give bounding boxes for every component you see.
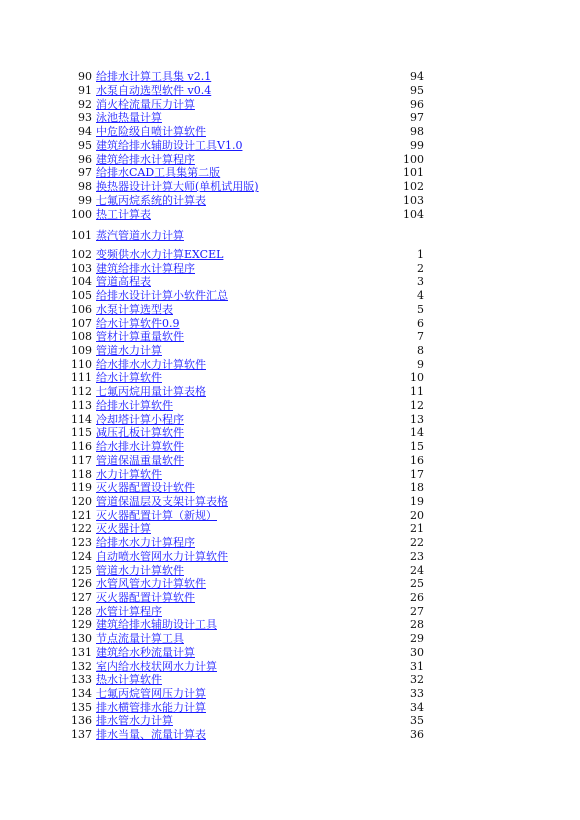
toc-page-number: 22 — [410, 536, 424, 550]
toc-entry-link[interactable]: 管道高程表 — [96, 275, 151, 289]
toc-entry-number: 120 — [71, 494, 92, 508]
toc-entry-link[interactable]: 灭火器配置计算（新规） — [96, 508, 217, 522]
toc-entry-number: 96 — [78, 152, 92, 166]
toc-page-number: 14 — [410, 426, 424, 440]
toc-row — [0, 509, 580, 523]
toc-entry-number: 106 — [71, 302, 92, 316]
toc-row — [0, 714, 580, 728]
toc-page-number: 13 — [410, 412, 424, 426]
toc-entry-link[interactable]: 管道保温层及支架计算表格 — [96, 494, 228, 508]
toc-page-number: 20 — [410, 508, 424, 522]
toc-entry-number: 132 — [71, 659, 92, 673]
toc-row — [0, 495, 580, 509]
toc-entry-link[interactable]: 给排水计算软件 — [96, 398, 173, 412]
toc-row — [0, 248, 580, 262]
toc-row — [0, 262, 580, 276]
toc-page-number: 95 — [410, 83, 424, 97]
toc-entry-link[interactable]: 七氟丙烷管网压力计算 — [96, 687, 206, 701]
toc-entry-number: 113 — [71, 398, 92, 412]
toc-row — [0, 303, 580, 317]
toc-page-number: 5 — [417, 302, 424, 316]
toc-row — [0, 330, 580, 344]
toc-row — [0, 426, 580, 440]
toc-page-number: 19 — [410, 494, 424, 508]
toc-entry-number: 101 — [71, 229, 92, 242]
toc-entry-link[interactable]: 灭火器计算 — [96, 522, 151, 536]
toc-page-number: 97 — [410, 111, 424, 125]
toc-entry-number: 126 — [71, 577, 92, 591]
toc-row — [0, 646, 580, 660]
toc-row — [0, 208, 580, 222]
toc-entry-link[interactable]: 管道水力计算 — [96, 344, 162, 358]
toc-page-number: 2 — [417, 261, 424, 275]
toc-entry-number: 116 — [71, 440, 92, 454]
toc-entry-number: 119 — [71, 481, 92, 495]
toc-row — [0, 289, 580, 303]
toc-entry-number: 118 — [71, 467, 92, 481]
toc-entry-number: 112 — [71, 385, 92, 399]
toc-entry-number: 105 — [71, 289, 92, 303]
toc-page-number: 104 — [403, 207, 424, 221]
toc-row — [0, 701, 580, 715]
toc-entry-link[interactable]: 灭火器配置计算软件 — [96, 591, 195, 604]
toc-page-number: 3 — [417, 275, 424, 289]
toc-page-number: 25 — [410, 577, 424, 591]
toc-entry-number: 129 — [71, 618, 92, 632]
toc-entry-link[interactable]: 建筑给排水计算程序 — [96, 261, 195, 275]
toc-page-number: 33 — [410, 687, 424, 701]
toc-entry-number: 131 — [71, 645, 92, 659]
toc-entry-number: 134 — [71, 687, 92, 701]
toc-row — [0, 522, 580, 536]
toc-entry-number: 130 — [71, 632, 92, 646]
toc-page-number: 8 — [417, 344, 424, 358]
toc-entry-number: 104 — [71, 275, 92, 289]
toc-row — [0, 632, 580, 646]
toc-entry-link[interactable]: 水泵计算选型表 — [96, 302, 173, 316]
toc-row — [0, 550, 580, 564]
toc-entry-link[interactable]: 排水横管排水能力计算 — [96, 700, 206, 714]
toc-entry-link[interactable]: 蒸汽管道水力计算 — [96, 229, 184, 242]
toc-entry-link[interactable]: 热工计算表 — [96, 207, 151, 221]
toc-entry-link[interactable]: 管道水力计算软件 — [96, 563, 184, 577]
toc-page-number: 102 — [403, 180, 424, 193]
toc-entry-number: 108 — [71, 330, 92, 344]
toc-row — [0, 317, 580, 331]
toc-entry-link[interactable]: 灭火器配置设计软件 — [96, 481, 195, 495]
toc-row — [0, 413, 580, 427]
toc-entry-link[interactable]: 给水排水计算软件 — [96, 440, 184, 454]
toc-entry-number: 99 — [78, 193, 92, 207]
toc-row — [0, 371, 580, 385]
toc-entry-link[interactable]: 管道保温重量软件 — [96, 453, 184, 467]
toc-entry-number: 102 — [71, 248, 92, 261]
toc-entry-link[interactable]: 七氟丙烷用量计算表格 — [96, 385, 206, 399]
toc-entry-link[interactable]: 水力计算软件 — [96, 467, 162, 481]
toc-row — [0, 98, 580, 112]
toc-entry-number: 117 — [71, 453, 92, 467]
toc-entry-number: 94 — [78, 125, 92, 138]
toc-row — [0, 660, 580, 674]
toc-entry-link[interactable]: 水管计算程序 — [96, 604, 162, 618]
toc-entry-link[interactable]: 泳池热量计算 — [96, 111, 162, 125]
toc-page-number: 36 — [410, 728, 424, 742]
toc-entry-link[interactable]: 排水当量、流量计算表 — [96, 728, 206, 742]
toc-page-number: 16 — [410, 453, 424, 467]
toc-page-number: 35 — [410, 714, 424, 728]
toc-page-number: 31 — [410, 659, 424, 673]
toc-entry-link[interactable]: 冷却塔计算小程序 — [96, 412, 184, 426]
toc-entry-link[interactable]: 热水计算软件 — [96, 673, 162, 687]
toc-entry-number: 111 — [71, 371, 92, 385]
toc-entry-link[interactable]: 给排水计算工具集 v2.1 — [96, 70, 212, 83]
toc-page-number: 15 — [410, 440, 424, 454]
toc-row — [0, 84, 580, 98]
toc-entry-number: 109 — [71, 344, 92, 358]
toc-entry-link[interactable]: 水管风管水力计算软件 — [96, 577, 206, 591]
toc-row — [0, 275, 580, 289]
toc-page-number: 100 — [403, 152, 424, 166]
toc-entry-link[interactable]: 给排水设计计算小软件汇总 — [96, 289, 228, 303]
toc-entry-number: 125 — [71, 563, 92, 577]
toc-row — [0, 229, 580, 243]
toc-entry-link[interactable]: 建筑给排水辅助设计工具 — [96, 618, 217, 632]
toc-entry-link[interactable]: 室内给水枝状网水力计算 — [96, 659, 217, 673]
toc-page-number: 32 — [410, 673, 424, 687]
toc-entry-link[interactable]: 七氟丙烷系统的计算表 — [96, 193, 206, 207]
toc-row — [0, 139, 580, 153]
toc-entry-number: 127 — [71, 591, 92, 604]
toc-page-number: 4 — [417, 289, 424, 303]
toc-entry-number: 122 — [71, 522, 92, 536]
toc-page-number: 99 — [410, 138, 424, 152]
toc-entry-link[interactable]: 给排水CAD工具集第二版 — [96, 166, 221, 180]
toc-row — [0, 605, 580, 619]
toc-row — [0, 166, 580, 180]
toc-entry-link[interactable]: 给水计算软件 — [96, 371, 162, 385]
toc-entry-link[interactable]: 给排水水力计算程序 — [96, 536, 195, 550]
toc-entry-number: 124 — [71, 549, 92, 563]
toc-row — [0, 618, 580, 632]
toc-row — [0, 468, 580, 482]
toc-row — [0, 454, 580, 468]
toc-row — [0, 673, 580, 687]
toc-row — [0, 344, 580, 358]
toc-entry-link[interactable]: 减压孔板计算软件 — [96, 426, 184, 440]
toc-row — [0, 564, 580, 578]
toc-entry-link[interactable]: 建筑给排水计算程序 — [96, 152, 195, 166]
toc-row — [0, 194, 580, 208]
toc-page-number: 101 — [403, 166, 424, 180]
toc-page-number: 18 — [410, 481, 424, 495]
toc-row — [0, 536, 580, 550]
toc-row — [0, 591, 580, 605]
toc-row — [0, 577, 580, 591]
toc-entry-link[interactable]: 给水排水水力计算软件 — [96, 357, 206, 371]
toc-entry-link[interactable]: 变频供水水力计算EXCEL — [96, 248, 224, 261]
toc-entry-link[interactable]: 换热器设计计算大师(单机试用版) — [96, 180, 259, 193]
toc-entry-link[interactable]: 建筑给水秒流量计算 — [96, 645, 195, 659]
toc-page-number: 30 — [410, 645, 424, 659]
toc-row — [0, 111, 580, 125]
toc-row — [0, 687, 580, 701]
toc-entry-link[interactable]: 中危险级自喷计算软件 — [96, 125, 206, 138]
toc-page-number: 1 — [417, 248, 424, 261]
toc-entry-number: 92 — [78, 97, 92, 111]
toc-row — [0, 70, 580, 84]
toc-page-number: 29 — [410, 632, 424, 646]
toc-entry-number: 133 — [71, 673, 92, 687]
toc-entry-number: 103 — [71, 261, 92, 275]
toc-page-number: 96 — [410, 97, 424, 111]
toc-entry-number: 121 — [71, 508, 92, 522]
toc-entry-number: 136 — [71, 714, 92, 728]
toc-page-number: 21 — [410, 522, 424, 536]
toc-entry-link[interactable]: 建筑给排水辅助设计工具V1.0 — [96, 138, 243, 152]
toc-entry-number: 95 — [78, 138, 92, 152]
toc-entry-number: 91 — [78, 83, 92, 97]
toc-page-number: 23 — [410, 549, 424, 563]
toc-page-number: 12 — [410, 398, 424, 412]
toc-entry-number: 114 — [71, 412, 92, 426]
toc-entry-number: 93 — [78, 111, 92, 125]
toc-page-number: 7 — [417, 330, 424, 344]
toc-page-number: 94 — [410, 70, 424, 83]
toc-page-number: 11 — [410, 385, 424, 399]
toc-entry-number: 107 — [71, 316, 92, 330]
toc-row — [0, 481, 580, 495]
toc-entry-link[interactable]: 消火栓流量压力计算 — [96, 97, 195, 111]
toc-row — [0, 180, 580, 194]
toc-entry-number: 128 — [71, 604, 92, 618]
toc-page-number: 9 — [417, 357, 424, 371]
toc-entry-link[interactable]: 节点流量计算工具 — [96, 632, 184, 646]
toc-page-number: 28 — [410, 618, 424, 632]
toc-entry-number: 90 — [78, 70, 92, 83]
toc-row — [0, 125, 580, 139]
toc-entry-link[interactable]: 排水管水力计算 — [96, 714, 173, 728]
toc-entry-number: 110 — [71, 357, 92, 371]
toc-page-number: 103 — [403, 193, 424, 207]
toc-page-number: 98 — [410, 125, 424, 138]
toc-page-number: 34 — [410, 700, 424, 714]
toc-entry-number: 115 — [71, 426, 92, 440]
toc-entry-number: 98 — [78, 180, 92, 193]
toc-row — [0, 358, 580, 372]
toc-page-number: 24 — [410, 563, 424, 577]
toc-row — [0, 153, 580, 167]
toc-page-number: 27 — [410, 604, 424, 618]
toc-entry-link[interactable]: 自动喷水管网水力计算软件 — [96, 549, 228, 563]
toc-page-number: 10 — [410, 371, 424, 385]
toc-page-number: 26 — [410, 591, 424, 604]
toc-row — [0, 399, 580, 413]
toc-entry-number: 97 — [78, 166, 92, 180]
toc-page-number: 17 — [410, 467, 424, 481]
toc-entry-number: 123 — [71, 536, 92, 550]
toc-row — [0, 440, 580, 454]
toc-entry-number: 100 — [71, 207, 92, 221]
toc-entry-link[interactable]: 水泵自动选型软件 v0.4 — [96, 83, 212, 97]
toc-page-number: 6 — [417, 316, 424, 330]
toc-row — [0, 385, 580, 399]
toc-entry-number: 137 — [71, 728, 92, 742]
toc-row — [0, 728, 580, 742]
toc-entry-link[interactable]: 给水计算软件0.9 — [96, 316, 180, 330]
toc-entry-link[interactable]: 管材计算重量软件 — [96, 330, 184, 344]
toc-entry-number: 135 — [71, 700, 92, 714]
